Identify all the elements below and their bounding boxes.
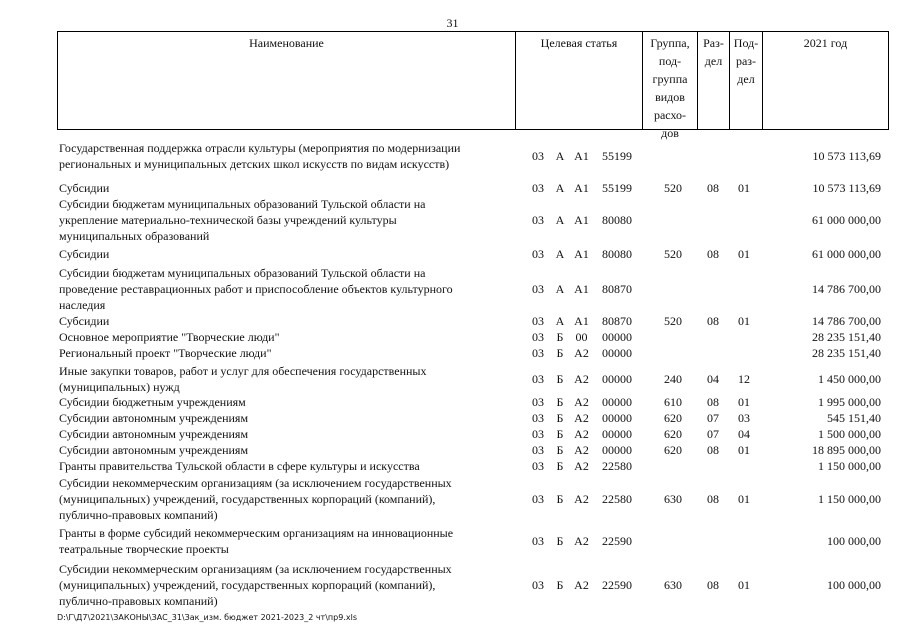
cell-b: Б: [556, 372, 564, 386]
cell-grp: 520: [664, 314, 682, 328]
cell-a: 03: [532, 395, 544, 409]
cell-amount: 1 995 000,00: [818, 395, 881, 409]
cell-amount: 545 151,40: [827, 411, 881, 425]
cell-c: А2: [574, 427, 589, 441]
row-name: Субсидии: [59, 314, 110, 328]
cell-d: 00000: [602, 427, 632, 441]
table-row: [57, 426, 889, 442]
cell-a: 03: [532, 247, 544, 261]
cell-amount: 10 573 113,69: [812, 149, 881, 163]
cell-a: 03: [532, 346, 544, 360]
row-name: Основное мероприятие "Творческие люди": [59, 330, 280, 344]
page-number: 31: [446, 16, 459, 30]
cell-amount: 14 786 700,00: [812, 314, 881, 328]
cell-d: 80870: [602, 282, 632, 296]
cell-c: А1: [574, 213, 589, 227]
cell-d: 22580: [602, 459, 632, 473]
cell-amount: 61 000 000,00: [812, 247, 881, 261]
cell-grp: 520: [664, 247, 682, 261]
cell-sec: 08: [707, 578, 719, 592]
cell-c: А2: [574, 346, 589, 360]
table-row: [57, 561, 889, 609]
cell-b: Б: [556, 578, 564, 592]
cell-sec: 08: [707, 443, 719, 457]
cell-d: 00000: [602, 372, 632, 386]
cell-c: А1: [574, 149, 589, 163]
cell-sec: 04: [707, 372, 719, 386]
cell-amount: 1 500 000,00: [818, 427, 881, 441]
row-name: Государственная поддержка отрасли культуры (мероприятия по модернизации региональных и муниципальных детских школ искусств по видам искусств): [59, 141, 461, 171]
cell-a: 03: [532, 372, 544, 386]
cell-sec: 08: [707, 492, 719, 506]
cell-b: А: [555, 314, 565, 328]
cell-b: А: [555, 282, 565, 296]
header-subsection: Под- раз- дел: [730, 32, 763, 129]
cell-grp: 620: [664, 411, 682, 425]
cell-amount: 10 573 113,69: [812, 181, 881, 195]
table-row: [57, 313, 889, 329]
cell-a: 03: [532, 578, 544, 592]
cell-c: А2: [574, 534, 589, 548]
cell-grp: 520: [664, 181, 682, 195]
cell-sec: 07: [707, 411, 719, 425]
cell-d: 80080: [602, 213, 632, 227]
cell-sub: 01: [738, 492, 750, 506]
table-row: [57, 345, 889, 361]
table-row: [57, 458, 889, 474]
cell-sub: 03: [738, 411, 750, 425]
cell-a: 03: [532, 411, 544, 425]
cell-a: 03: [532, 314, 544, 328]
cell-d: 00000: [602, 395, 632, 409]
cell-sub: 01: [738, 314, 750, 328]
cell-sec: 07: [707, 427, 719, 441]
cell-b: Б: [556, 395, 564, 409]
cell-b: А: [555, 213, 565, 227]
cell-a: 03: [532, 282, 544, 296]
cell-sub: 01: [738, 181, 750, 195]
cell-b: Б: [556, 330, 564, 344]
cell-c: А1: [574, 247, 589, 261]
cell-d: 00000: [602, 411, 632, 425]
cell-amount: 14 786 700,00: [812, 282, 881, 296]
cell-d: 80870: [602, 314, 632, 328]
cell-d: 22580: [602, 492, 632, 506]
cell-d: 55199: [602, 181, 632, 195]
cell-sub: 12: [738, 372, 750, 386]
header-section: Раз- дел: [698, 32, 730, 129]
cell-sub: 01: [738, 247, 750, 261]
cell-c: 00: [575, 330, 588, 344]
row-name: Гранты правительства Тульской области в сфере культуры и искусства: [59, 459, 420, 473]
row-name: Субсидии автономным учреждениям: [59, 411, 249, 425]
cell-a: 03: [532, 213, 544, 227]
header-year: 2021 год: [803, 36, 848, 50]
cell-sub: 01: [738, 578, 750, 592]
cell-d: 00000: [602, 330, 632, 344]
cell-grp: 240: [664, 372, 682, 386]
cell-d: 22590: [602, 578, 632, 592]
row-name: Субсидии бюджетным учреждениям: [59, 395, 246, 409]
cell-c: А2: [574, 492, 589, 506]
cell-amount: 61 000 000,00: [812, 213, 881, 227]
cell-sub: 04: [738, 427, 750, 441]
row-name: Субсидии некоммерческим организациям (за исключением государственных (муниципальных) учреждений, государственных корпораций (компаний), публично-правовых компаний): [59, 476, 452, 522]
cell-c: А2: [574, 395, 589, 409]
row-name: Субсидии: [59, 247, 110, 261]
cell-b: А: [555, 181, 565, 195]
row-name: Субсидии: [59, 181, 110, 195]
cell-sec: 08: [707, 247, 719, 261]
table-row: [57, 442, 889, 458]
cell-b: А: [555, 247, 565, 261]
table-header: [57, 31, 889, 140]
cell-b: Б: [556, 534, 564, 548]
row-name: Субсидии автономным учреждениям: [59, 443, 249, 457]
row-name: Субсидии бюджетам муниципальных образований Тульской области на укрепление материально-технической базы учреждений культуры муниципальных образований: [59, 197, 426, 243]
cell-d: 00000: [602, 443, 632, 457]
cell-b: А: [555, 149, 565, 163]
table-row: [57, 246, 889, 262]
table-row: [57, 394, 889, 410]
cell-c: А2: [574, 372, 589, 386]
cell-c: А2: [574, 459, 589, 473]
cell-d: 22590: [602, 534, 632, 548]
header-name: Наименование: [58, 32, 516, 129]
table-row: [57, 329, 889, 345]
row-name: Субсидии автономным учреждениям: [59, 427, 249, 441]
cell-amount: 18 895 000,00: [812, 443, 881, 457]
cell-b: Б: [556, 346, 564, 360]
cell-b: Б: [556, 411, 564, 425]
table-row: [57, 140, 889, 172]
cell-a: 03: [532, 443, 544, 457]
cell-d: 00000: [602, 346, 632, 360]
table-row: [57, 265, 889, 313]
cell-a: 03: [532, 534, 544, 548]
cell-b: Б: [556, 443, 564, 457]
cell-d: 80080: [602, 247, 632, 261]
cell-sec: 08: [707, 181, 719, 195]
row-name: Субсидии некоммерческим организациям (за исключением государственных (муниципальных) учреждений, государственных корпораций (компаний), публично-правовых компаний): [59, 562, 452, 608]
cell-sub: 01: [738, 395, 750, 409]
cell-a: 03: [532, 427, 544, 441]
cell-c: А2: [574, 578, 589, 592]
header-target: Целевая статья: [516, 32, 643, 129]
table-row: [57, 196, 889, 244]
cell-grp: 620: [664, 443, 682, 457]
cell-sec: 08: [707, 395, 719, 409]
cell-grp: 610: [664, 395, 682, 409]
cell-amount: 100 000,00: [827, 534, 881, 548]
cell-a: 03: [532, 492, 544, 506]
header-group: Группа, под- группа видов расхо- дов: [643, 32, 698, 129]
row-name: Иные закупки товаров, работ и услуг для обеспечения государственных (муниципальных) нужд: [59, 364, 427, 394]
file-path-footer: D:\Г\Д7\2021\ЗАКОНЫ\ЗАС_31\Зак_изм. бюджет 2021-2023_2 чт\пр9.xls: [57, 613, 357, 622]
cell-amount: 1 150 000,00: [818, 492, 881, 506]
cell-c: А2: [574, 443, 589, 457]
cell-amount: 100 000,00: [827, 578, 881, 592]
cell-c: А1: [574, 282, 589, 296]
table-row: [57, 410, 889, 426]
cell-sec: 08: [707, 314, 719, 328]
cell-amount: 28 235 151,40: [812, 330, 881, 344]
cell-a: 03: [532, 149, 544, 163]
table-row: [57, 525, 889, 557]
cell-b: Б: [556, 427, 564, 441]
table-row: [57, 363, 889, 395]
table-row: [57, 180, 889, 196]
table-row: [57, 475, 889, 523]
cell-b: Б: [556, 492, 564, 506]
cell-grp: 630: [664, 492, 682, 506]
cell-c: А1: [574, 314, 589, 328]
cell-b: Б: [556, 459, 564, 473]
row-name: Гранты в форме субсидий некоммерческим организациям на инновационные театральные творческие проекты: [59, 526, 454, 556]
cell-grp: 620: [664, 427, 682, 441]
cell-amount: 28 235 151,40: [812, 346, 881, 360]
cell-c: А2: [574, 411, 589, 425]
cell-sub: 01: [738, 443, 750, 457]
cell-a: 03: [532, 330, 544, 344]
cell-a: 03: [532, 459, 544, 473]
cell-d: 55199: [602, 149, 632, 163]
cell-a: 03: [532, 181, 544, 195]
row-name: Региональный проект "Творческие люди": [59, 346, 272, 360]
cell-amount: 1 450 000,00: [818, 372, 881, 386]
cell-c: А1: [574, 181, 589, 195]
cell-amount: 1 150 000,00: [818, 459, 881, 473]
row-name: Субсидии бюджетам муниципальных образований Тульской области на проведение реставрационных работ и приспособление объектов культурного наследия: [59, 266, 453, 312]
cell-grp: 630: [664, 578, 682, 592]
